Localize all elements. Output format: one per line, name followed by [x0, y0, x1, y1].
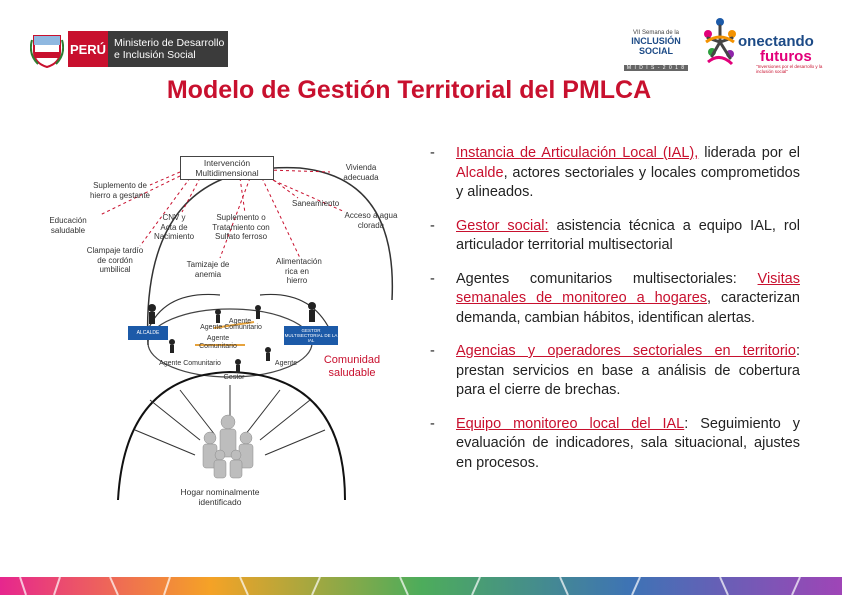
acceso-agua-label: Acceso a agua clorada [344, 211, 398, 230]
educacion-label: Educación saludable [49, 216, 87, 235]
bullet-agencias [430, 342, 800, 401]
agente-top-label: Agente [228, 318, 252, 325]
bullet-agencias-title: Agencias y operadores sectoriales en territorio [456, 343, 796, 359]
gestor-box [284, 326, 338, 345]
bullet-dash: - [430, 145, 435, 161]
bullet-gestor-mid: asistencia técnica a equipo IAL, rol articulador territorial multisectorial [456, 217, 800, 253]
bullet-dash: - [430, 217, 435, 234]
vivienda-label: Vivienda adecuada [343, 163, 379, 182]
bullet-agentes-title: Visitas semanales de monitoreo a hogares [456, 270, 800, 306]
bullet-agencias-mid: : prestan servicios en base a análisis de cobertura para el cierre de brechas. [456, 343, 800, 398]
agente-right-label: Agente [274, 360, 298, 367]
gestor-subtitle: MULTISECTORIAL DE LA IAL [284, 333, 338, 343]
bullet-agentes-pre: Agentes comunitarios multisectoriales: [456, 270, 758, 287]
ministry-line1: Ministerio de Desarrollo [114, 37, 225, 49]
slide-title: Modelo de Gestión Territorial del PMLCA [166, 76, 652, 104]
onectando-tagline: "Inversiones por el desarrollo y la inclusión social" [756, 64, 823, 74]
gestor-small-label: Gestor [223, 374, 245, 381]
footer-decorative-strip [0, 571, 842, 595]
futuros-word: futuros [760, 48, 812, 65]
onectando-word: onectando [738, 33, 814, 50]
ministry-line2: e Inclusión Social [114, 49, 196, 61]
hogar-label: Hogar nominalmente identificado [180, 487, 260, 507]
bullet-dash: - [430, 343, 435, 359]
semana-line3: M I D I S - 2 0 1 8 [624, 65, 688, 71]
tamizaje-label: Tamizaje de anemia [186, 260, 230, 279]
bullet-list [430, 144, 800, 487]
intervencion-box: Intervención Multidimensional [180, 156, 274, 180]
cnv-label: CNV y Acta de Nacimiento [154, 213, 195, 241]
alcalde-box: ALCALDE [128, 326, 168, 340]
bullet-gestor-title: Gestor social: [456, 217, 549, 234]
bullet-dash: - [430, 270, 435, 287]
agente-comunitario-label: Agente Comunitario [200, 324, 262, 331]
bullet-ial [430, 144, 800, 203]
suplemento-hierro-label: Suplemento de hierro a gestante [89, 181, 151, 200]
alimentacion-label: Alimentación rica en hierro [276, 257, 322, 285]
bullet-dash: - [430, 415, 435, 432]
peru-label: PERÚ [69, 41, 107, 57]
semana-line2: INCLUSIÓN SOCIAL [631, 36, 681, 56]
suplemento-sulfato-label: Suplemento o Tratamiento con Sulfato ferroso [212, 213, 270, 241]
bullet-ial-mid: liderada por el [698, 145, 801, 161]
saneamiento-label: Saneamiento [292, 199, 340, 208]
bullet-gestor [430, 217, 800, 256]
bullet-agentes [430, 270, 800, 329]
bullet-agentes-mid: , caracterizan demanda, cambian hábitos, identifican alertas. [456, 290, 800, 326]
clampaje-label: Clampaje tardío de cordón umbilical [86, 246, 144, 274]
bullet-equipo [430, 415, 800, 474]
gestor-title: GESTOR [301, 328, 321, 333]
bullet-ial-alcalde: Alcalde [456, 164, 504, 181]
comunidad-label: Comunidad saludable [323, 354, 381, 379]
bullet-ial-post: , actores sectoriales y locales comprometidos y alineados. [456, 164, 800, 200]
agente-left-label: Agente Comunitario [159, 360, 221, 367]
bullet-equipo-title: Equipo monitoreo local del IAL [456, 415, 685, 432]
bullet-equipo-mid: : Seguimiento y evaluación de indicadores, sala situacional, ajustes en procesos. [456, 415, 800, 471]
semana-line1: VII Semana de la [632, 30, 680, 36]
agente-comunitario-center-label: Agente Comunitario [199, 335, 237, 350]
bullet-ial-title: Instancia de Articulación Local (IAL), [456, 145, 699, 161]
household-figures [203, 415, 253, 478]
